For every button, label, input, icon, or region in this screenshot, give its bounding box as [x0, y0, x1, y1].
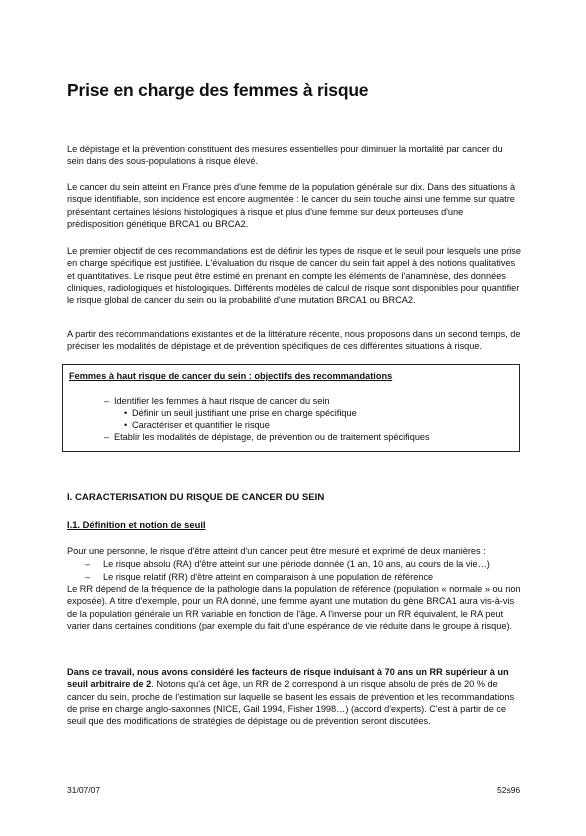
- objectives-box-title: Femmes à haut risque de cancer du sein : objectifs des recommandations: [69, 371, 393, 381]
- paragraph-approach: A partir des recommandations existantes et de la littérature récente, nous proposons dans un second temps, de préciser les modalités de dépistage et de prévention spécifiques de ces différentes situations à risque.: [67, 329, 521, 352]
- dash-marker: –: [85, 559, 91, 569]
- objective-item: [104, 395, 330, 407]
- threshold-bold-text: Dans ce travail, nous avons considéré les facteurs de risque induisant à 70 ans un RR supérieur à un seuil arbitraire de 2: [67, 667, 509, 690]
- subsection-heading: I.1. Définition et notion de seuil: [67, 519, 206, 530]
- dash-marker: –: [85, 572, 91, 582]
- footer-page-number: 52s96: [497, 785, 521, 795]
- objective-subitem: [124, 419, 270, 431]
- definition-list-item: [85, 558, 490, 570]
- paragraph-incidence: Le cancer du sein atteint en France près d'une femme de la population générale sur dix. Dans des situations à risque identifiable, son incidence est encore augmentée : le cancer du sein touche ainsi une femme sur quatre présentant certaines lésions histologiques à risque et plus d'une femme sur deux porteuses d'une prédisposition génétique BRCA1 ou BRCA2.: [67, 182, 516, 229]
- dash-marker: –: [104, 432, 110, 442]
- objectives-box: [62, 364, 520, 452]
- bullet-marker: •: [124, 420, 128, 430]
- objective-subitem: [124, 407, 357, 419]
- objective-item: [104, 431, 430, 443]
- definition-list-text: Le risque relatif (RR) d'être atteint en comparaison à une population de référence: [103, 572, 434, 582]
- dash-marker: –: [104, 396, 110, 406]
- paragraph-threshold: [67, 666, 522, 727]
- footer-date: 31/07/07: [67, 785, 101, 795]
- objective-item-text: Identifier les femmes à haut risque de cancer du sein: [114, 396, 330, 406]
- page-title: Prise en charge des femmes à risque: [67, 80, 369, 100]
- objective-item-text: Etablir les modalités de dépistage, de prévention ou de traitement spécifiques: [114, 432, 430, 442]
- threshold-text: . Notons qu'à cet âge, un RR de 2 correspond à un risque absolu de près de 20 % de cancer du sein, proche de l'estimation sur laquelle se basent les essais de prévention et les recommandations de prise en charge anglo-saxonnes (NICE, Gail 1994, Fisher 1998…) (accord d'experts). C'est à partir de ce seuil que des modifications de stratégies de dépistage ou de prévention seront discutées.: [67, 679, 515, 727]
- bullet-marker: •: [124, 408, 128, 418]
- paragraph-rr-explanation: Le RR dépend de la fréquence de la pathologie dans la population de référence (population « normale » ou non exposée). A titre d'exemple, pour un RA donné, une femme ayant une mutation du gène BRCA1 aura vis-à-vis de la population générale un RR variable en fonction de l'âge. A l'inverse pour un RR équivalent, le RA peut varier dans certaines conditions (par exemple du fait d'une espérance de vie réduite dans le groupe à risque).: [67, 584, 521, 631]
- definition-list-item: [85, 571, 433, 583]
- paragraph-definition-intro: Pour une personne, le risque d'être atteint d'un cancer peut être mesuré et exprimé de deux manières :: [67, 546, 486, 556]
- objective-subitem-text: Caractériser et quantifier le risque: [132, 420, 270, 430]
- paragraph-objective: Le premier objectif de ces recommandations est de définir les types de risque et le seuil pour lesquels une prise en charge spécifique est justifiée. L'évaluation du risque de cancer du sein fait appel à des notions qualitatives et quantitatives. Le risque peut être estimé en prenant en compte les éléments de l'anamnèse, des données cliniques, radiologiques et histologiques. Différents modèles de calcul de risque sont disponibles pour quantifier le risque global de cancer du sein ou la probabilité d'une mutation BRCA1 ou BRCA2.: [67, 246, 522, 306]
- definition-list-text: Le risque absolu (RA) d'être atteint sur une période donnée (1 an, 10 ans, au cours de la vie…): [103, 559, 490, 569]
- paragraph-intro: Le dépistage et la prévention constituent des mesures essentielles pour diminuer la mortalité par cancer du sein dans des sous-populations à risque élevé.: [67, 144, 503, 167]
- section-heading: I. CARACTERISATION DU RISQUE DE CANCER DU SEIN: [67, 492, 325, 503]
- objective-subitem-text: Définir un seuil justifiant une prise en charge spécifique: [132, 408, 357, 418]
